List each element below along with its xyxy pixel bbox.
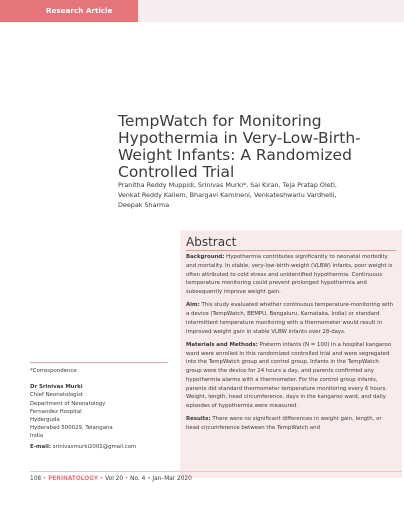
correspondence-line: Chief Neonatologist	[30, 392, 84, 399]
abstract-heading: Abstract	[186, 235, 237, 249]
email-label: E-mail:	[30, 443, 52, 450]
section-label: Aim:	[186, 302, 200, 309]
correspondence-line: India	[30, 433, 44, 440]
issue: No. 4	[130, 476, 146, 482]
issue-date: Jan–Mar 2020	[152, 476, 192, 482]
abstract-background	[186, 253, 396, 297]
section-text: This study evaluated whether continuous temperature-monitoring with a device (TempWatch, BEMPU, Bengaluru, Karnataka, India) or standard intermittent temperature monitoring with a thermometer would result in improved weight gain in stable VLBW infants over 28-days.	[186, 302, 394, 335]
volume: Vol 20	[105, 476, 124, 482]
correspondence-divider	[30, 362, 168, 363]
abstract-body	[186, 253, 396, 437]
journal-name: PERINATOLOGY	[48, 476, 99, 482]
separator: •	[42, 476, 47, 482]
section-label: Results:	[186, 416, 211, 423]
separator: •	[124, 476, 129, 482]
separator: •	[147, 476, 151, 482]
author-list	[118, 180, 398, 210]
abstract-results	[186, 415, 396, 433]
page-footer	[30, 476, 192, 482]
section-label: Research Article	[0, 0, 138, 22]
correspondence-block	[30, 367, 170, 451]
email-link[interactable]: srinivasmurki2001@gmail.com	[52, 443, 137, 450]
author-line: Venkat Reddy Kallem, Bhargavi Kamineni, Venkateshwarlu Vardhelli,	[118, 191, 337, 199]
correspondent-name: Dr Srinivas Murki	[30, 384, 83, 391]
section-label: Background:	[186, 254, 225, 260]
correspondence-label: *Correspondence	[30, 368, 77, 374]
footer-divider	[30, 471, 402, 472]
abstract-methods	[186, 341, 396, 411]
section-text: Preterm infants (N = 100) in a hospital kangaroo ward were enrolled in this randomized controlled trial and were segregated into the TempWatch group and control group. Infants in the TempWatch group wore the device for 24 hours a day, and parents confirmed any hypothermia alarms with a thermometer. For the control group infants, parents did standard thermometer temperature monitoring every 6 hours. Weight, length, head circumference, days in the kangaroo ward, and daily episodes of hypothermia were measured.	[186, 341, 391, 409]
article-title: TempWatch for Monitoring Hypothermia in Very-Low-Birth-Weight Infants: A Randomized Controlled Trial	[118, 112, 361, 182]
author-line: Pranitha Reddy Muppidi, Srinivas Murki*, Sai Kiran, Teja Pratap Oleti,	[118, 181, 337, 189]
abstract-divider	[186, 250, 396, 251]
section-text: Hypothermia contributes significantly to neonatal morbidity and mortality. In stable, very-low-birth-weight (VLBW) infants, poor weight is often attributed to cold stress and unidentified hypothermia. Continuous temperature monitoring could prevent prolonged hypothermia and subsequently improve weight gain.	[186, 254, 393, 295]
author-line: Deepak Sharma	[118, 201, 170, 209]
page-number: 108	[30, 476, 42, 482]
abstract-aim	[186, 301, 396, 336]
section-label: Materials and Methods:	[186, 341, 258, 348]
correspondence-line: Hyderabad 500029, Telangana	[30, 425, 113, 432]
correspondence-line: Hyderguda	[30, 417, 60, 424]
section-text: There were no significant differences in weight gain, length, or head circumference between the TempWatch and	[186, 416, 382, 431]
correspondence-line: Department of Neonatology	[30, 400, 106, 407]
correspondence-line: Fernandez Hospital	[30, 408, 82, 415]
separator: •	[99, 476, 104, 482]
